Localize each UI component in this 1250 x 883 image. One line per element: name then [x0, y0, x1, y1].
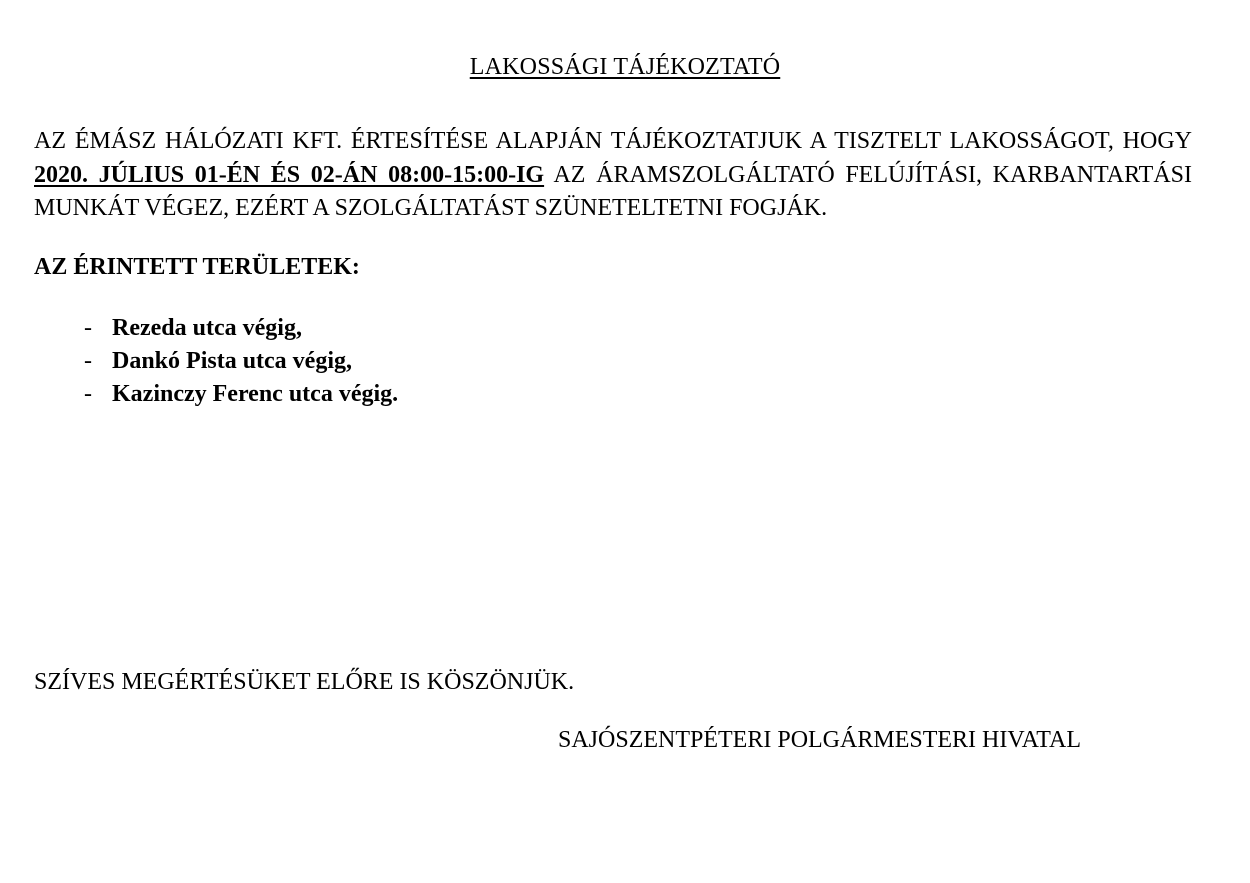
affected-areas-heading: AZ ÉRINTETT TERÜLETEK:: [34, 254, 360, 280]
street-name: Rezeda utca végig,: [112, 315, 302, 341]
intro-text-start: AZ ÉMÁSZ HÁLÓZATI KFT. ÉRTESÍTÉSE ALAPJÁN TÁJÉKOZTATJUK A TISZTELT LAKOSSÁGOT, HOGY: [34, 128, 1192, 154]
closing-text: SZÍVES MEGÉRTÉSÜKET ELŐRE IS KÖSZÖNJÜK.: [34, 669, 575, 695]
affected-areas-list: [84, 312, 398, 411]
document-title: LAKOSSÁGI TÁJÉKOZTATÓ: [469, 54, 781, 80]
outage-date: 2020. JÚLIUS 01-ÉN ÉS 02-ÁN 08:00-15:00-IG: [34, 161, 545, 188]
intro-text-end: AZ ÁRAMSZOLGÁLTATÓ FELÚJÍTÁSI, KARBANTARTÁSI MUNKÁT VÉGEZ, EZÉRT A SZOLGÁLTATÁST SZÜNETELTETNI FOGJÁK.: [34, 161, 1192, 221]
list-item: [84, 312, 398, 345]
intro-paragraph: [34, 125, 1192, 226]
street-name: Dankó Pista utca végig,: [112, 348, 352, 374]
list-item: [84, 378, 398, 411]
list-bullet: -: [84, 315, 92, 341]
list-item: [84, 345, 398, 378]
list-bullet: -: [84, 381, 92, 407]
signature: SAJÓSZENTPÉTERI POLGÁRMESTERI HIVATAL: [558, 727, 1081, 753]
list-bullet: -: [84, 348, 92, 374]
street-name: Kazinczy Ferenc utca végig.: [112, 381, 399, 407]
